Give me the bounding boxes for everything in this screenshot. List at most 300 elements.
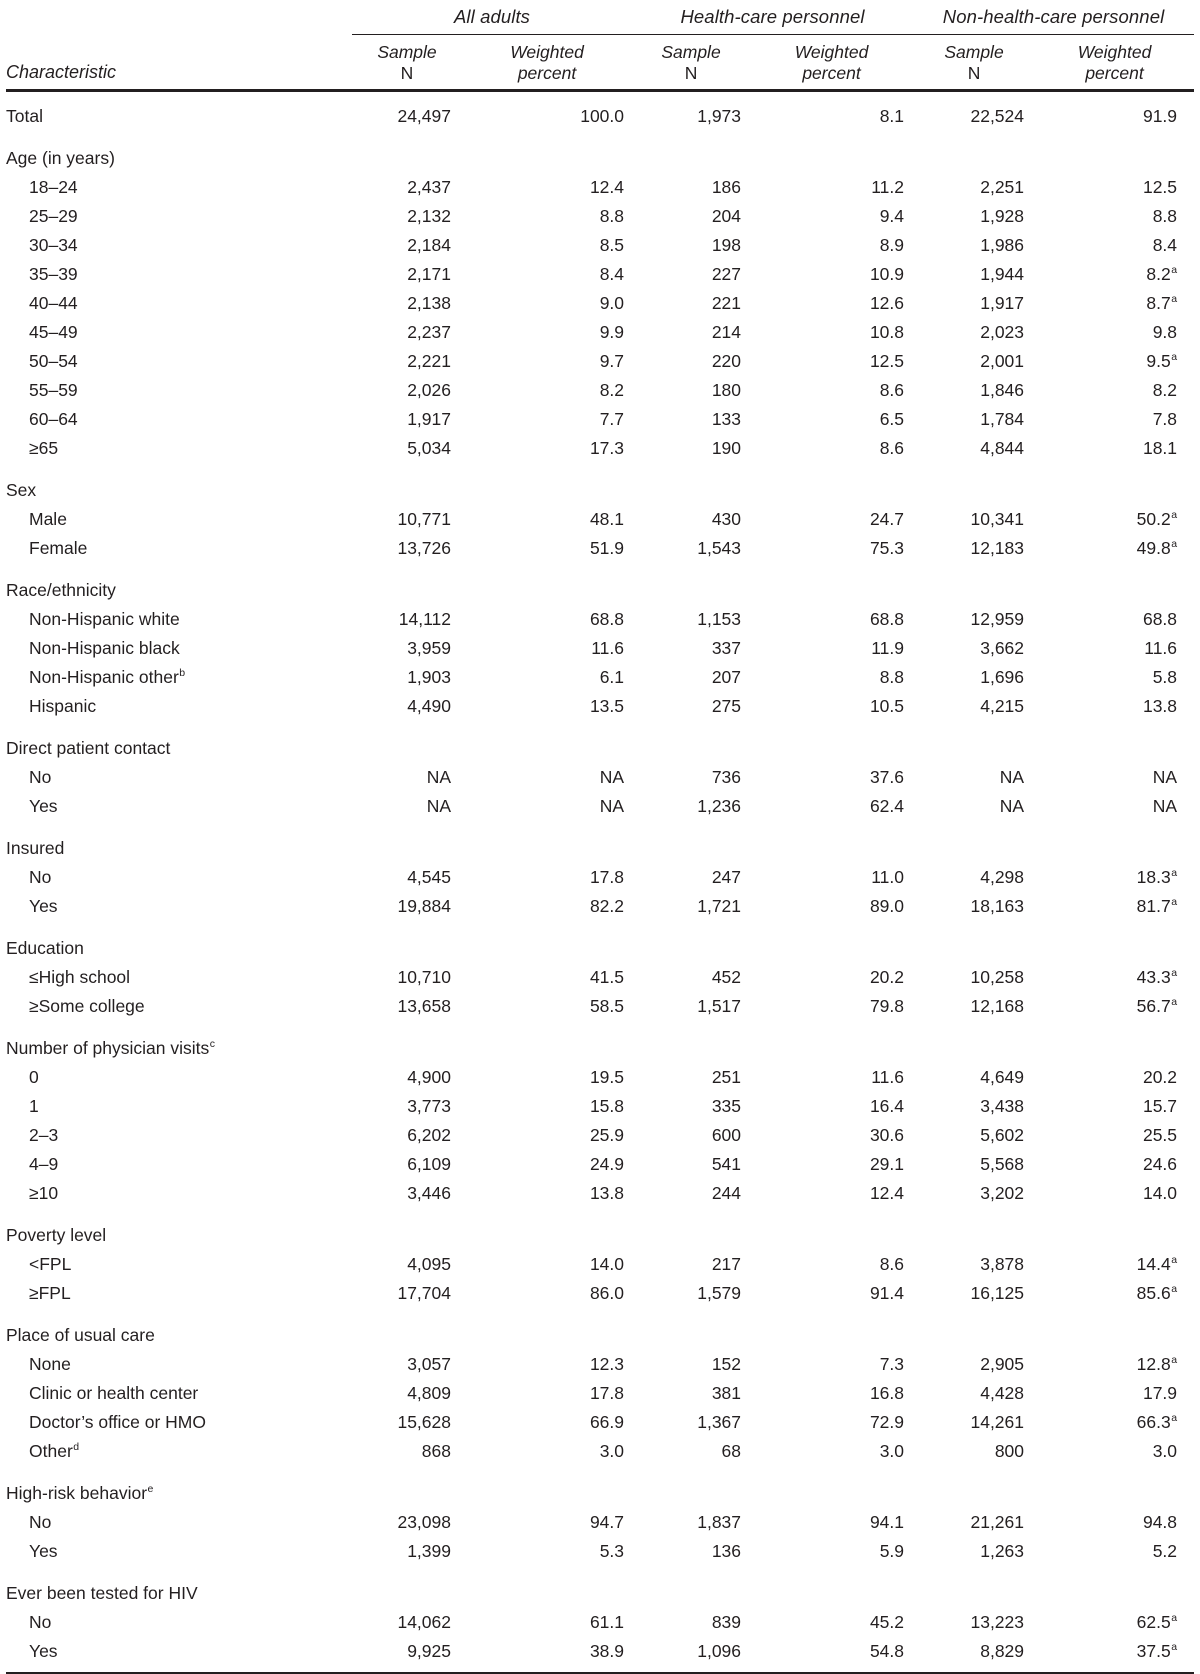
cell-p1: 5.3	[599, 1541, 625, 1562]
cell-p2: 89.0	[869, 896, 905, 917]
cell-p1: 86.0	[589, 1283, 625, 1304]
cell-n3: 8,829	[980, 1641, 1025, 1662]
spacer-row	[6, 469, 1194, 482]
cell-n2: 198	[711, 235, 742, 256]
cell-n2: 839	[711, 1612, 742, 1633]
cell-p2: 8.8	[879, 667, 905, 688]
table-row	[6, 324, 1194, 353]
footnote-marker: a	[1171, 1412, 1178, 1425]
table-body	[6, 91, 1194, 1674]
table-row	[6, 237, 1194, 266]
cell-n1: 2,184	[407, 235, 451, 256]
cell-n2: 1,096	[697, 1641, 742, 1662]
cell-p1: 9.9	[599, 322, 625, 343]
table-row	[6, 353, 1194, 382]
row-label: No	[29, 1512, 52, 1533]
cell-p1: 17.8	[589, 867, 625, 888]
cell-p2: 37.6	[869, 767, 905, 788]
row-label: 30–34	[29, 235, 78, 256]
cell-p1: 8.8	[599, 206, 625, 227]
row-label: Non-Hispanic white	[29, 609, 180, 630]
cell-n1: 2,237	[407, 322, 451, 343]
cell-n1: 15,628	[397, 1412, 451, 1433]
column-header-sample-n-all-adults	[352, 35, 462, 90]
cell-p3: 8.2	[1152, 380, 1178, 401]
cell-n3: 1,263	[980, 1541, 1025, 1562]
row-label: Other$^d$	[29, 1441, 80, 1462]
cell-n1: 24,497	[397, 106, 451, 127]
cell-p2: 10.5	[869, 696, 905, 717]
cell-n1: 23,098	[397, 1512, 451, 1533]
cell-n2: 1,721	[697, 896, 742, 917]
cell-n1: NA	[426, 767, 451, 788]
sample-label: Sample	[661, 42, 721, 62]
cell-n3: 4,649	[980, 1067, 1025, 1088]
table-row	[6, 798, 1194, 827]
cell-n3: 2,023	[980, 322, 1025, 343]
cell-p3: NA	[1152, 796, 1178, 817]
spacer-row	[6, 1572, 1194, 1585]
table-row	[6, 769, 1194, 798]
row-label: Male	[29, 509, 67, 530]
row-label: No	[29, 867, 52, 888]
cell-n2: 244	[711, 1183, 742, 1204]
cell-n1: 4,545	[407, 867, 451, 888]
footnote-marker: a	[1171, 351, 1178, 364]
n-label: N	[400, 62, 414, 83]
cell-n1: 14,112	[398, 609, 451, 630]
table-row	[6, 208, 1194, 237]
cell-p3: 91.9	[1142, 106, 1178, 127]
cell-p2: 11.9	[871, 638, 905, 659]
cell-p2: 72.9	[869, 1412, 905, 1433]
row-label: 35–39	[29, 264, 78, 285]
cell-n2: 133	[711, 409, 742, 430]
cell-n3: 800	[994, 1441, 1025, 1462]
cell-n3: 5,602	[980, 1125, 1025, 1146]
cell-n3: 2,905	[980, 1354, 1025, 1375]
cell-n2: 1,973	[697, 106, 742, 127]
group-title-row	[6, 0, 1194, 33]
cell-n2: 68	[721, 1441, 742, 1462]
group-header-all-adults: All adults	[453, 6, 531, 27]
table-row	[6, 1185, 1194, 1214]
row-label: 55–59	[29, 380, 78, 401]
cell-n1: 3,773	[407, 1096, 451, 1117]
cell-n3: 18,163	[970, 896, 1025, 917]
cell-p2: 11.0	[871, 867, 905, 888]
footnote-marker: a	[1171, 1612, 1178, 1625]
table-row	[6, 1614, 1194, 1643]
row-label: 50–54	[29, 351, 78, 372]
footnote-marker: a	[1171, 1254, 1178, 1267]
cell-p2: 79.8	[869, 996, 905, 1017]
cell-n2: 214	[711, 322, 742, 343]
table-row	[6, 108, 1194, 137]
cell-n1: NA	[426, 796, 451, 817]
cell-n2: 541	[711, 1154, 742, 1175]
cell-n1: 9,925	[407, 1641, 451, 1662]
cell-n2: 190	[711, 438, 742, 459]
table-row	[6, 1443, 1194, 1472]
cell-n2: 1,579	[697, 1283, 742, 1304]
footnote-marker: a	[1171, 538, 1178, 551]
weighted-label: Weighted	[1077, 42, 1152, 62]
cell-p1: 17.3	[589, 438, 625, 459]
cell-n1: 6,109	[407, 1154, 451, 1175]
cell-n2: 1,236	[697, 796, 742, 817]
cell-p2: 30.6	[869, 1125, 905, 1146]
cell-p2: 10.9	[869, 264, 905, 285]
cell-p3: 18.3$^a$	[1136, 867, 1178, 888]
cell-p3: 9.5$^a$	[1146, 351, 1178, 372]
table-row	[6, 1514, 1194, 1543]
cell-n1: 3,959	[407, 638, 451, 659]
cell-n1: 4,490	[407, 696, 451, 717]
section-header-label: Ever been tested for HIV	[6, 1583, 198, 1604]
section-header-label: Place of usual care	[6, 1325, 155, 1346]
cell-n1: 13,658	[397, 996, 451, 1017]
cell-p3: 12.5	[1142, 177, 1178, 198]
cell-p3: 5.2	[1152, 1541, 1178, 1562]
cell-n2: 220	[711, 351, 742, 372]
cell-n2: 275	[711, 696, 742, 717]
footnote-marker: c	[209, 1038, 216, 1051]
cell-p2: 8.6	[879, 438, 905, 459]
cell-n1: 6,202	[407, 1125, 451, 1146]
cell-p1: 94.7	[589, 1512, 625, 1533]
cell-n2: 136	[711, 1541, 742, 1562]
cell-n2: 186	[711, 177, 742, 198]
cell-n2: 736	[711, 767, 742, 788]
section-header-label: Age (in years)	[6, 148, 115, 169]
sub-header-row	[6, 35, 1194, 90]
row-label: Yes	[29, 796, 58, 817]
cell-n3: NA	[999, 767, 1025, 788]
cell-n2: 1,153	[697, 609, 742, 630]
cell-n3: 1,784	[980, 409, 1025, 430]
cell-p3: 18.1	[1142, 438, 1178, 459]
section-header-row	[6, 740, 1194, 769]
cell-p2: 16.8	[869, 1383, 905, 1404]
row-label: Doctor’s office or HMO	[29, 1412, 206, 1433]
cell-p1: 48.1	[589, 509, 625, 530]
section-header-label: Race/ethnicity	[6, 580, 116, 601]
footnote-marker: a	[1171, 293, 1178, 306]
cell-n3: 13,223	[970, 1612, 1025, 1633]
row-label: ≥10	[29, 1183, 59, 1204]
cell-n1: 2,132	[407, 206, 451, 227]
cell-n1: 17,704	[397, 1283, 451, 1304]
cell-n3: 12,959	[970, 609, 1025, 630]
table-row	[6, 295, 1194, 324]
section-header-label: High-risk behavior$^e$	[6, 1483, 154, 1504]
section-header-label: Education	[6, 938, 84, 959]
cell-p1: 12.4	[589, 177, 625, 198]
cell-p2: 7.3	[879, 1354, 905, 1375]
column-header-sample-n-non-health-care	[913, 35, 1035, 90]
section-header-row	[6, 1485, 1194, 1514]
column-header-sample-n-health-care	[632, 35, 750, 90]
column-header-weighted-percent-health-care	[750, 35, 913, 90]
cell-p1: 68.8	[589, 609, 625, 630]
spacer-row	[6, 137, 1194, 150]
cell-p2: 3.0	[879, 1441, 905, 1462]
cell-n1: 2,437	[407, 177, 451, 198]
cell-n2: 152	[711, 1354, 742, 1375]
spacer-row	[6, 1314, 1194, 1327]
sample-label: Sample	[944, 42, 1004, 62]
cell-p1: 15.8	[589, 1096, 625, 1117]
table-row	[6, 440, 1194, 469]
cell-n2: 1,837	[697, 1512, 742, 1533]
cell-p3: 8.7$^a$	[1146, 293, 1178, 314]
cell-n2: 1,543	[697, 538, 742, 559]
cell-p1: 9.7	[599, 351, 625, 372]
cell-n2: 1,517	[697, 996, 742, 1017]
cell-n1: 1,903	[407, 667, 451, 688]
cell-p2: 11.2	[871, 177, 905, 198]
characteristics-table	[6, 0, 1194, 1674]
footnote-marker: b	[179, 667, 186, 680]
footnote-marker: a	[1171, 264, 1178, 277]
table-row	[6, 1098, 1194, 1127]
cell-n3: 3,202	[980, 1183, 1025, 1204]
section-header-row	[6, 1227, 1194, 1256]
cell-p3: 11.6	[1144, 638, 1178, 659]
cell-n3: 4,428	[980, 1383, 1025, 1404]
cell-n3: 4,215	[980, 696, 1025, 717]
footnote-marker: e	[147, 1483, 154, 1496]
cell-p1: 3.0	[599, 1441, 625, 1462]
cell-n2: 1,367	[697, 1412, 742, 1433]
weighted-label: Weighted	[510, 42, 584, 62]
row-label: No	[29, 1612, 52, 1633]
cell-p3: 14.0	[1142, 1183, 1178, 1204]
table-row	[6, 998, 1194, 1027]
row-label: None	[29, 1354, 71, 1375]
table-row	[6, 382, 1194, 411]
cell-n3: 3,878	[980, 1254, 1025, 1275]
table-row	[6, 1156, 1194, 1185]
cell-p3: 12.8$^a$	[1136, 1354, 1178, 1375]
footnote-marker: a	[1171, 867, 1178, 880]
section-header-label: Poverty level	[6, 1225, 107, 1246]
cell-n2: 600	[711, 1125, 742, 1146]
section-header-row	[6, 1040, 1194, 1069]
cell-p1: 8.2	[599, 380, 625, 401]
cell-p3: 3.0	[1152, 1441, 1178, 1462]
spacer-row	[6, 727, 1194, 740]
cell-n3: 1,944	[980, 264, 1025, 285]
cell-n3: 1,917	[980, 293, 1025, 314]
cell-n1: 5,034	[407, 438, 451, 459]
row-label: Yes	[29, 1641, 58, 1662]
percent-label: percent	[802, 62, 861, 83]
cell-n1: 3,057	[407, 1354, 451, 1375]
cell-p1: 25.9	[589, 1125, 625, 1146]
cell-n2: 335	[711, 1096, 742, 1117]
group-header-health-care-personnel: Health-care personnel	[680, 6, 865, 27]
cell-p3: 13.8	[1142, 696, 1178, 717]
cell-p3: 49.8$^a$	[1136, 538, 1178, 559]
cell-n1: 10,710	[397, 967, 451, 988]
table-row	[6, 611, 1194, 640]
cell-n2: 251	[711, 1067, 742, 1088]
cell-n2: 452	[711, 967, 742, 988]
cell-p2: 8.9	[879, 235, 905, 256]
row-label: 1	[29, 1096, 39, 1117]
cell-n3: 21,261	[970, 1512, 1025, 1533]
row-label: 45–49	[29, 322, 78, 343]
cell-n2: 247	[711, 867, 742, 888]
row-label: 4–9	[29, 1154, 59, 1175]
cell-p2: 9.4	[879, 206, 905, 227]
cell-p2: 12.6	[869, 293, 905, 314]
cell-n3: 10,341	[970, 509, 1025, 530]
cell-p2: 24.7	[869, 509, 905, 530]
section-header-row	[6, 1585, 1194, 1614]
cell-p3: 37.5$^a$	[1136, 1641, 1178, 1662]
cell-n1: 2,138	[407, 293, 451, 314]
spacer-row	[6, 1214, 1194, 1227]
cell-p3: 68.8	[1142, 609, 1178, 630]
cell-p1: 9.0	[599, 293, 625, 314]
cell-p1: 38.9	[589, 1641, 625, 1662]
section-header-row	[6, 940, 1194, 969]
table-row	[6, 511, 1194, 540]
cell-p1: 66.9	[589, 1412, 625, 1433]
cell-p1: 13.5	[589, 696, 625, 717]
cell-p2: 45.2	[869, 1612, 905, 1633]
section-header-row	[6, 582, 1194, 611]
cell-p2: 68.8	[869, 609, 905, 630]
cell-n2: 180	[711, 380, 742, 401]
cell-p3: 9.8	[1152, 322, 1178, 343]
cell-n2: 207	[711, 667, 742, 688]
weighted-label: Weighted	[794, 42, 869, 62]
cell-n3: 4,298	[980, 867, 1025, 888]
table-row	[6, 1256, 1194, 1285]
cell-p3: NA	[1152, 767, 1178, 788]
section-header-label: Insured	[6, 838, 65, 859]
cell-n1: 3,446	[407, 1183, 451, 1204]
cell-n1: 868	[421, 1441, 451, 1462]
cell-n3: 5,568	[980, 1154, 1025, 1175]
row-label: Female	[29, 538, 88, 559]
cell-n3: 22,524	[970, 106, 1025, 127]
row-label: Non-Hispanic other$^b$	[29, 667, 186, 688]
percent-label: percent	[517, 62, 577, 83]
footnote-marker: a	[1171, 996, 1178, 1009]
row-label: Hispanic	[29, 696, 97, 717]
cell-n1: 4,900	[407, 1067, 451, 1088]
column-header-characteristic: Characteristic	[6, 62, 117, 83]
group-header-non-health-care-personnel: Non-health-care personnel	[942, 6, 1165, 27]
table-row	[6, 969, 1194, 998]
row-label: 18–24	[29, 177, 78, 198]
cell-p3: 14.4$^a$	[1136, 1254, 1178, 1275]
row-label: ≥65	[29, 438, 59, 459]
cell-n2: 221	[711, 293, 742, 314]
cell-p2: 5.9	[879, 1541, 905, 1562]
table-row	[6, 540, 1194, 569]
cell-n3: 14,261	[970, 1412, 1025, 1433]
row-label: ≤High school	[29, 967, 131, 988]
cell-n2: 381	[711, 1383, 742, 1404]
cell-n2: 337	[711, 638, 742, 659]
cell-p2: 16.4	[869, 1096, 905, 1117]
row-label: 25–29	[29, 206, 78, 227]
table-row	[6, 1285, 1194, 1314]
cell-n1: 1,917	[407, 409, 451, 430]
cell-p3: 8.4	[1152, 235, 1178, 256]
cell-p3: 56.7$^a$	[1136, 996, 1178, 1017]
row-label: ≥FPL	[29, 1283, 71, 1304]
cell-p2: 94.1	[869, 1512, 905, 1533]
cell-p1: 100.0	[580, 106, 625, 127]
cell-n3: 1,986	[980, 235, 1025, 256]
cell-p3: 8.8	[1152, 206, 1178, 227]
cell-p1: 6.1	[599, 667, 625, 688]
row-label: <FPL	[29, 1254, 72, 1275]
section-header-label: Sex	[6, 480, 37, 501]
cell-n1: 14,062	[397, 1612, 451, 1633]
column-header-weighted-percent-non-health-care	[1035, 35, 1194, 90]
cell-p1: 17.8	[589, 1383, 625, 1404]
table-row	[6, 1643, 1194, 1673]
cell-p3: 7.8	[1152, 409, 1178, 430]
cell-p2: 8.6	[879, 1254, 905, 1275]
table-row	[6, 1069, 1194, 1098]
section-header-label: Direct patient contact	[6, 738, 171, 759]
row-label: No	[29, 767, 52, 788]
footnote-marker: d	[73, 1441, 80, 1454]
cell-p1: 24.9	[589, 1154, 625, 1175]
cell-n1: 4,095	[407, 1254, 451, 1275]
cell-p3: 5.8	[1152, 667, 1178, 688]
cell-p3: 15.7	[1142, 1096, 1178, 1117]
cell-p2: 62.4	[869, 796, 905, 817]
section-header-row	[6, 840, 1194, 869]
cell-p3: 81.7$^a$	[1136, 896, 1178, 917]
table-row	[6, 1127, 1194, 1156]
section-header-row	[6, 150, 1194, 179]
cell-p1: 13.8	[589, 1183, 625, 1204]
cell-p1: NA	[599, 767, 625, 788]
table-row	[6, 411, 1194, 440]
row-label: 0	[29, 1067, 39, 1088]
footnote-marker: a	[1171, 967, 1178, 980]
cell-p3: 17.9	[1142, 1383, 1178, 1404]
cell-n2: 204	[711, 206, 742, 227]
cell-p1: 19.5	[589, 1067, 625, 1088]
row-label: 2–3	[29, 1125, 59, 1146]
cell-p3: 24.6	[1142, 1154, 1178, 1175]
n-label: N	[684, 62, 698, 83]
row-label: ≥Some college	[29, 996, 145, 1017]
row-label: Clinic or health center	[29, 1383, 199, 1404]
row-label: 60–64	[29, 409, 78, 430]
cell-n3: 1,696	[980, 667, 1025, 688]
cell-n3: NA	[999, 796, 1025, 817]
cell-n2: 217	[711, 1254, 742, 1275]
cell-p3: 62.5$^a$	[1136, 1612, 1178, 1633]
section-header-label: Number of physician visits$^c$	[6, 1038, 216, 1059]
cell-p3: 85.6$^a$	[1136, 1283, 1178, 1304]
footnote-marker: a	[1171, 1641, 1178, 1654]
cell-p1: 7.7	[599, 409, 625, 430]
